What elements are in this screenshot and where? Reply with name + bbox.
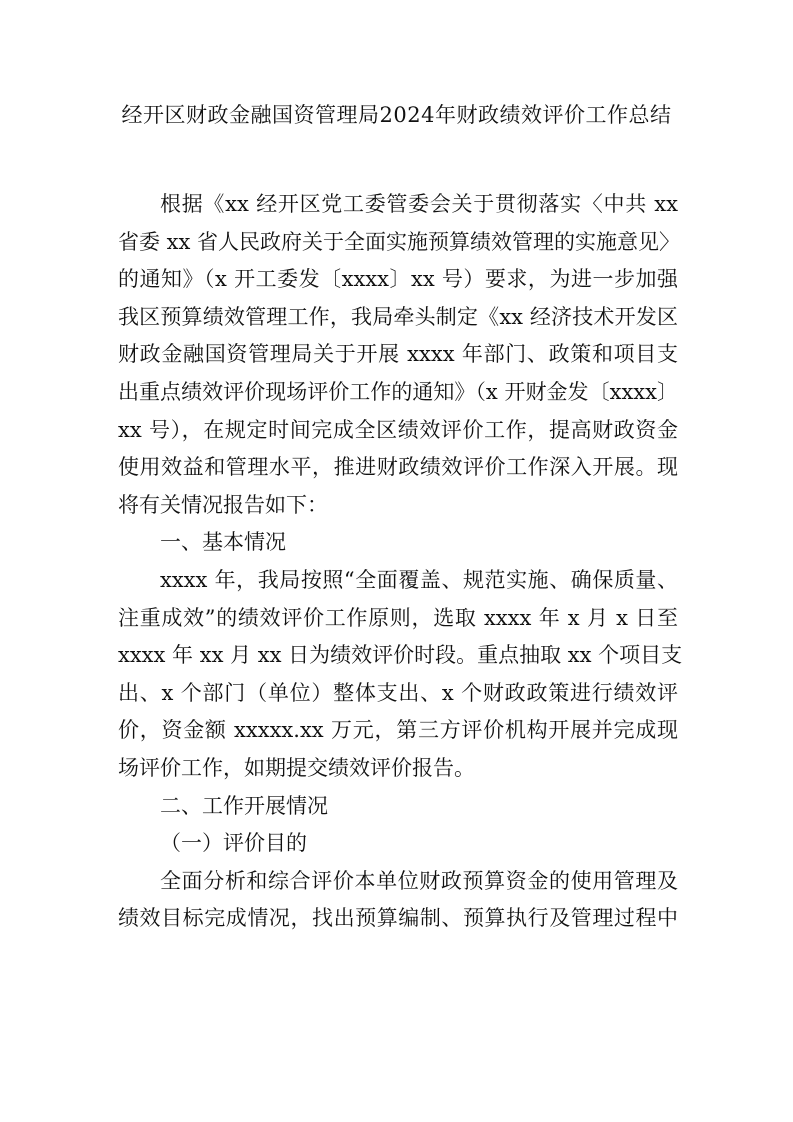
intro-line: 我区预算绩效管理工作，我局牵头制定《xx 经济技术开发区 xyxy=(118,304,678,329)
intro-line: 出重点绩效评价现场评价工作的通知》（x 开财金发〔xxxx〕 xyxy=(118,379,678,404)
intro-line: xx 号），在规定时间完成全区绩效评价工作，提高财政资金 xyxy=(118,417,678,442)
intro-line: 财政金融国资管理局关于开展 xxxx 年部门、政策和项目支 xyxy=(118,342,678,367)
section-heading-basic-situation: 一、基本情况 xyxy=(160,530,286,555)
subsection1-line: 全面分析和综合评价本单位财政预算资金的使用管理及 xyxy=(160,868,678,893)
section1-line: 场评价工作，如期提交绩效评价报告。 xyxy=(118,755,475,780)
intro-line: 使用效益和管理水平，推进财政绩效评价工作深入开展。现 xyxy=(118,455,678,480)
section1-line: 出、x 个部门（单位）整体支出、x 个财政政策进行绩效评 xyxy=(118,680,678,705)
intro-line: 省委 xx 省人民政府关于全面实施预算绩效管理的实施意见〉 xyxy=(118,229,681,254)
intro-line: 将有关情况报告如下： xyxy=(118,492,328,517)
subsection-heading-evaluation-purpose: （一）评价目的 xyxy=(160,831,307,856)
section-heading-work-progress: 二、工作开展情况 xyxy=(160,793,328,818)
document-body xyxy=(118,186,683,938)
intro-line: 的通知》（x 开工委发〔xxxx〕xx 号）要求，为进一步加强 xyxy=(118,267,678,292)
section1-line: xxxx 年 xx 月 xx 日为绩效评价时段。重点抽取 xx 个项目支 xyxy=(118,643,683,668)
section1-line: 注重成效”的绩效评价工作原则，选取 xxxx 年 x 月 x 日至 xyxy=(118,605,678,630)
section1-line: 价，资金额 xxxxx.xx 万元，第三方评价机构开展并完成现 xyxy=(118,718,678,743)
intro-line: 根据《xx 经开区党工委管委会关于贯彻落实〈中共 xx xyxy=(160,192,678,216)
section1-line: xxxx 年，我局按照“全面覆盖、规范实施、确保质量、 xyxy=(160,567,678,592)
document-title: 经开区财政金融国资管理局2024年财政绩效评价工作总结 xyxy=(121,103,672,127)
subsection1-line: 绩效目标完成情况，找出预算编制、预算执行及管理过程中 xyxy=(118,906,678,931)
